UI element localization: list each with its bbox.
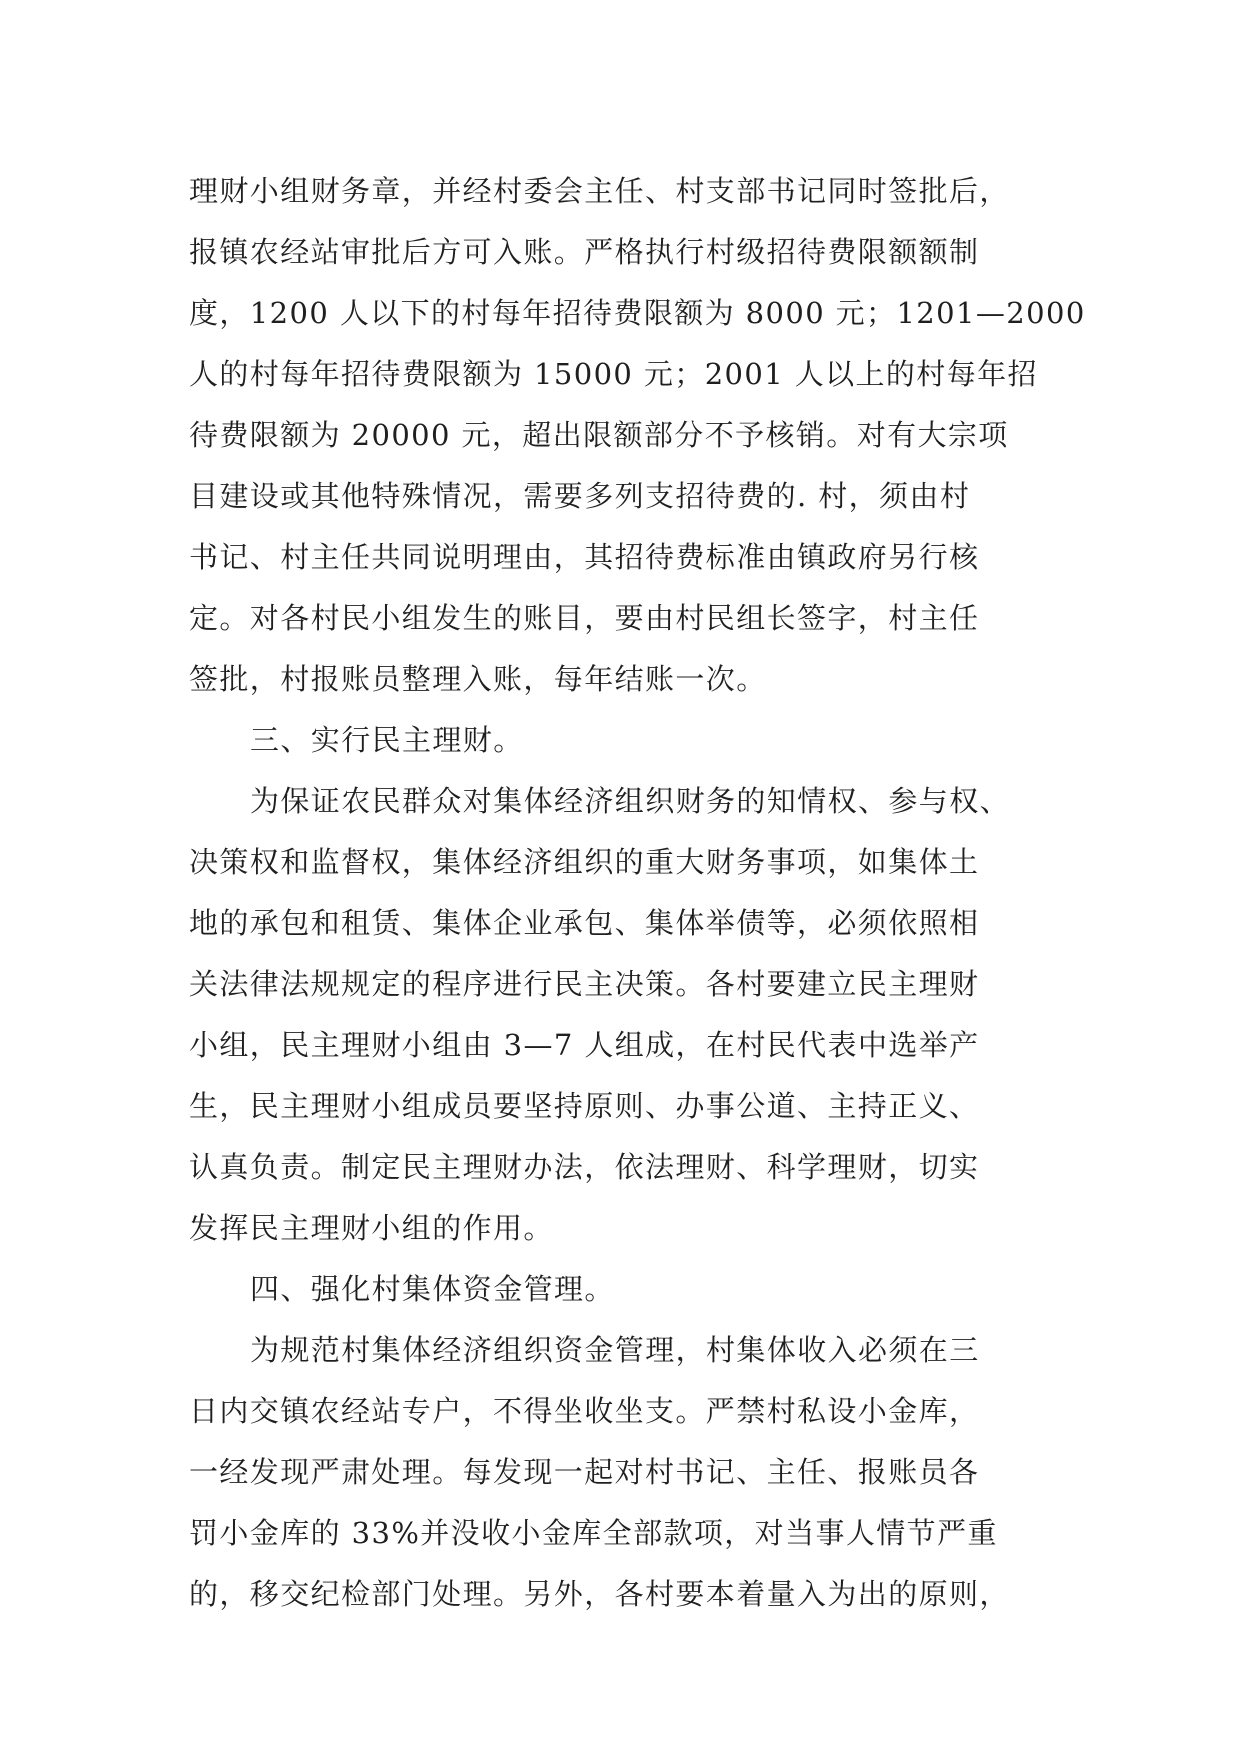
text-line: 生，民主理财小组成员要坚持原则、办事公道、主持正义、 (189, 1089, 980, 1123)
document-body (189, 161, 1086, 1625)
text-line: 待费限额为 20000 元，超出限额部分不予核销。对有大宗项 (189, 418, 1009, 452)
text-line: 发挥民主理财小组的作用。 (189, 1211, 554, 1245)
section-heading: 三、实行民主理财。 (250, 723, 524, 757)
text-line: 一经发现严肃处理。每发现一起对村书记、主任、报账员各 (189, 1455, 980, 1489)
text-line: 地的承包和租赁、集体企业承包、集体举债等，必须依照相 (189, 906, 980, 940)
text-line: 定。对各村民小组发生的账目，要由村民组长签字，村主任 (189, 601, 980, 635)
text-line: 罚小金库的 33%并没收小金库全部款项，对当事人情节严重 (189, 1516, 998, 1550)
text-line: 的，移交纪检部门处理。另外，各村要本着量入为出的原则， (189, 1577, 1010, 1611)
text-line: 日内交镇农经站专户，不得坐收坐支。严禁村私设小金库， (189, 1394, 980, 1428)
text-line: 关法律法规规定的程序进行民主决策。各村要建立民主理财 (189, 967, 980, 1001)
text-line: 书记、村主任共同说明理由，其招待费标准由镇政府另行核 (189, 540, 980, 574)
text-line: 目建设或其他特殊情况，需要多列支招待费的. 村，须由村 (189, 479, 971, 513)
text-line: 小组，民主理财小组由 3—7 人组成，在村民代表中选举产 (189, 1028, 980, 1062)
text-line: 度，1200 人以下的村每年招待费限额为 8000 元；1201—2000 (189, 296, 1086, 330)
paragraph-start-line: 为保证农民群众对集体经济组织财务的知情权、参与权、 (250, 784, 1011, 818)
text-line: 签批，村报账员整理入账，每年结账一次。 (189, 662, 767, 696)
section-heading: 四、强化村集体资金管理。 (250, 1272, 615, 1306)
text-line: 报镇农经站审批后方可入账。严格执行村级招待费限额额制 (189, 235, 980, 269)
paragraph-start-line: 为规范村集体经济组织资金管理，村集体收入必须在三 (250, 1333, 980, 1367)
text-line: 决策权和监督权，集体经济组织的重大财务事项，如集体土 (189, 845, 980, 879)
text-line: 理财小组财务章，并经村委会主任、村支部书记同时签批后， (189, 174, 1010, 208)
text-line: 人的村每年招待费限额为 15000 元；2001 人以上的村每年招 (189, 357, 1038, 391)
text-line: 认真负责。制定民主理财办法，依法理财、科学理财，切实 (189, 1150, 980, 1184)
